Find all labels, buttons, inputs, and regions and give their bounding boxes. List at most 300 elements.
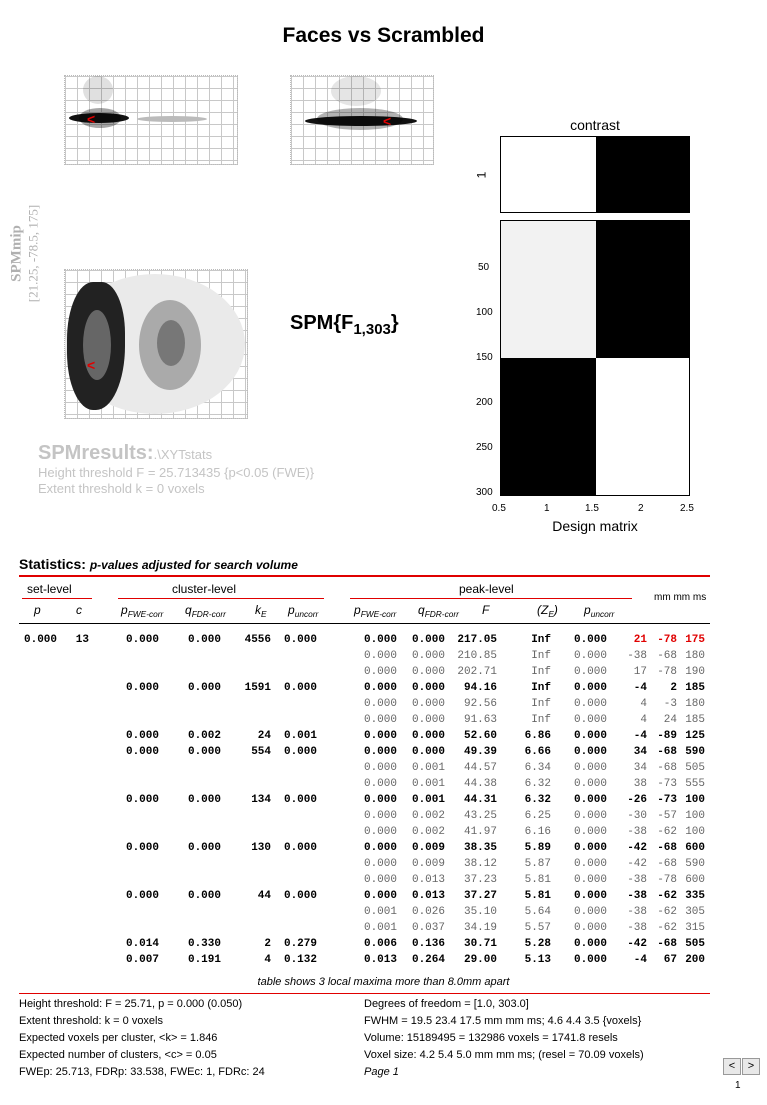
cell-c-pfwe: 0.000 [125,794,159,806]
design-xtick: 1.5 [585,503,599,514]
footer-exp-voxels: Expected voxels per cluster, <k> = 1.846 [19,1032,218,1044]
cell-set-p [24,776,64,792]
cell-set-c [64,760,89,776]
cell-ze: 5.28 [524,938,551,950]
cell-set-c [64,904,89,920]
cell-p-punc: 0.000 [573,666,607,678]
cell-f: 29.00 [463,954,497,966]
footer-fwe: FWEp: 25.713, FDRp: 33.538, FWEc: 1, FDRc: 24 [19,1066,265,1078]
cell-f: 44.38 [463,778,497,790]
col-c-punc-sub: uncorr [294,609,319,619]
cell-set-c [64,808,89,824]
cell-p-punc: 0.000 [573,906,607,918]
cell-set-p [24,680,64,696]
cell-c-punc [271,776,317,792]
cell-f: 38.35 [463,842,497,854]
cell-c-pfwe [89,712,159,728]
cell-c-pfwe [89,904,159,920]
cell-p-qfdr: 0.000 [411,714,445,726]
stats-top-rule [19,575,710,577]
figure-title: Faces vs Scrambled [282,24,485,47]
footer-voxel-size: Voxel size: 4.2 5.4 5.0 mm mm ms; (resel = 70.09 voxels) [364,1049,644,1061]
mip-coronal[interactable] [290,75,434,165]
cell-c-pfwe [89,872,159,888]
cell-c-ke [221,872,271,888]
cell-set-c [64,840,89,856]
stats-title [19,556,298,572]
cell-set-p [24,648,64,664]
cell-p-qfdr: 0.000 [411,634,445,646]
cell-c-punc [271,824,317,840]
cell-p-qfdr: 0.013 [411,890,445,902]
cell-c-ke: 1591 [244,682,271,694]
table-row[interactable] [24,824,705,840]
cell-z: 125 [685,730,705,742]
cell-c-qfdr [159,712,221,728]
prev-page-button[interactable]: < [723,1058,741,1075]
cell-set-p [24,936,64,952]
cell-set-p [24,856,64,872]
cell-c-punc [271,904,317,920]
cell-p-pfwe: 0.000 [363,650,397,662]
cell-set-p [24,664,64,680]
cell-set-c [64,824,89,840]
cell-c-punc: 0.000 [283,842,317,854]
cell-c-pfwe [89,808,159,824]
cell-z: 505 [685,938,705,950]
cell-set-p [24,872,64,888]
cell-p-qfdr: 0.136 [411,938,445,950]
cell-p-punc: 0.000 [573,634,607,646]
design-xtick: 2.5 [680,503,694,514]
footer-volume: Volume: 15189495 = 132986 voxels = 1741.8 resels [364,1032,618,1044]
cell-f: 91.63 [463,714,497,726]
header-mm: mm mm ms [654,592,707,603]
spm-results-info [38,442,314,497]
cell-f: 38.12 [463,858,497,870]
cell-c-ke: 134 [251,794,271,806]
table-row[interactable] [24,648,705,664]
cell-c-punc: 0.132 [283,954,317,966]
col-c-qfdr-main: q [185,603,192,617]
cell-set-p: 0.000 [24,634,58,646]
table-row[interactable] [24,712,705,728]
cell-z: 190 [685,666,705,678]
table-row[interactable] [24,792,705,808]
cell-c-ke: 24 [257,730,271,742]
cell-z: 185 [685,682,705,694]
cell-p-pfwe: 0.000 [363,810,397,822]
cell-c-pfwe [89,856,159,872]
col-c-pfwe-main: p [121,603,128,617]
design-ytick: 100 [476,307,493,318]
table-row[interactable] [24,936,705,952]
cell-c-pfwe [89,696,159,712]
cell-c-pfwe [89,920,159,936]
cell-x: -38 [627,890,647,902]
mip-cursor: < [383,113,392,129]
cell-c-qfdr: 0.000 [187,634,221,646]
cell-f: 210.85 [457,650,497,662]
cell-c-punc: 0.000 [283,746,317,758]
cell-p-punc: 0.000 [573,954,607,966]
cell-z: 555 [685,778,705,790]
cell-set-c [64,680,89,696]
cell-c-pfwe [89,664,159,680]
cell-p-pfwe: 0.000 [363,794,397,806]
cell-set-p [24,712,64,728]
cell-p-pfwe: 0.000 [363,842,397,854]
cell-set-c [64,792,89,808]
cell-c-ke [221,904,271,920]
cell-ze: Inf [531,634,551,646]
cell-set-c [64,776,89,792]
cell-c-pfwe: 0.014 [125,938,159,950]
cell-set-p [24,952,64,968]
table-row[interactable] [24,872,705,888]
cell-p-qfdr: 0.000 [411,746,445,758]
cell-ze: Inf [531,682,551,694]
cell-set-c [64,696,89,712]
table-row[interactable] [24,680,705,696]
footer-fwhm: FWHM = 19.5 23.4 17.5 mm mm ms; 4.6 4.4 3.5 {voxels} [364,1015,642,1027]
table-row[interactable] [24,904,705,920]
cell-z: 185 [685,714,705,726]
cell-z: 100 [685,826,705,838]
cell-p-punc: 0.000 [573,810,607,822]
cell-x: 4 [640,714,647,726]
cell-f: 30.71 [463,938,497,950]
table-row[interactable] [24,888,705,904]
cell-p-pfwe: 0.000 [363,730,397,742]
col-set-p: p [34,603,41,617]
cell-c-punc [271,648,317,664]
contrast-title: contrast [570,117,620,133]
col-p-punc-main: p [584,603,591,617]
cell-y: 2 [670,682,677,694]
design-xlabel: Design matrix [552,518,638,534]
cell-z: 600 [685,874,705,886]
cell-c-ke [221,856,271,872]
table-row[interactable] [24,808,705,824]
cell-x: -30 [627,810,647,822]
cell-c-ke: 130 [251,842,271,854]
results-height-threshold: Height threshold F = 25.713435 {p<0.05 (FWE)} [38,465,315,480]
cell-p-pfwe: 0.000 [363,890,397,902]
cell-c-qfdr: 0.191 [187,954,221,966]
col-ze [537,603,558,619]
cell-x: 17 [633,666,647,678]
cell-x: 34 [633,746,647,758]
cell-z: 305 [685,906,705,918]
cell-c-pfwe: 0.000 [125,890,159,902]
mip-cursor: < [87,111,96,127]
cell-set-p [24,824,64,840]
cell-c-ke [221,776,271,792]
cell-ze: 5.57 [524,922,551,934]
cell-ze: Inf [531,698,551,710]
cell-ze: 6.34 [524,762,551,774]
cell-y: -68 [657,842,677,854]
cell-ze: 5.89 [524,842,551,854]
table-row[interactable] [24,632,705,648]
col-c-punc-main: p [288,603,295,617]
footer-rule [19,993,710,994]
cell-c-ke: 44 [257,890,271,902]
cell-c-qfdr: 0.002 [187,730,221,742]
cell-p-qfdr: 0.037 [411,922,445,934]
col-p-pfwe [354,603,396,619]
cell-y: -78 [657,666,677,678]
cell-p-pfwe: 0.000 [363,682,397,694]
cell-z: 335 [685,890,705,902]
cell-c-pfwe: 0.000 [125,682,159,694]
cell-c-punc [271,712,317,728]
cell-set-p [24,840,64,856]
header-peak-level: peak-level [459,582,514,596]
cell-p-qfdr: 0.001 [411,794,445,806]
col-ze-sub: E [548,609,554,619]
header-cluster-level: cluster-level [172,582,237,596]
col-p-qfdr-sub: FDR-corr [424,609,459,619]
table-row[interactable] [24,920,705,936]
col-ke-main: k [255,603,261,617]
cell-f: 94.16 [463,682,497,694]
col-p-pfwe-sub: FWE-corr [360,609,397,619]
cell-c-qfdr: 0.330 [187,938,221,950]
cell-c-punc: 0.000 [283,682,317,694]
cell-z: 505 [685,762,705,774]
cell-z: 600 [685,842,705,854]
cell-p-pfwe: 0.006 [363,938,397,950]
cell-p-qfdr: 0.009 [411,842,445,854]
footer-left [19,996,265,1081]
cell-p-qfdr: 0.026 [411,906,445,918]
cell-p-qfdr: 0.001 [411,778,445,790]
mip-cursor: < [87,357,96,373]
table-row[interactable] [24,760,705,776]
cell-p-punc: 0.000 [573,698,607,710]
table-row[interactable] [24,664,705,680]
spm-mip-title: SPMmip [8,225,25,282]
cell-p-punc: 0.000 [573,746,607,758]
cell-p-pfwe: 0.000 [363,714,397,726]
cell-f: 217.05 [457,634,497,646]
table-row[interactable] [24,840,705,856]
col-p-pfwe-main: p [354,603,361,617]
col-ke [255,603,267,619]
cell-p-pfwe: 0.001 [363,906,397,918]
cell-f: 92.56 [463,698,497,710]
cell-y: -73 [657,778,677,790]
cell-ze: 6.32 [524,778,551,790]
cell-c-qfdr [159,904,221,920]
col-f: F [482,603,490,617]
cell-set-c [64,856,89,872]
cell-f: 34.19 [463,922,497,934]
cell-set-p [24,744,64,760]
table-row[interactable] [24,744,705,760]
cell-x: -42 [627,858,647,870]
cell-p-punc: 0.000 [573,730,607,742]
page-number: 1 [735,1080,741,1091]
cell-c-ke [221,648,271,664]
cell-ze: 6.66 [524,746,551,758]
cell-z: 100 [685,794,705,806]
cell-y: -62 [657,890,677,902]
cell-y: -62 [657,906,677,918]
cell-y: -68 [657,746,677,758]
cell-p-pfwe: 0.000 [363,874,397,886]
cell-ze: 5.81 [524,874,551,886]
cell-set-p [24,808,64,824]
cell-x: -4 [633,730,647,742]
table-row[interactable] [24,696,705,712]
cell-c-ke [221,808,271,824]
col-set-c: c [76,603,82,617]
cell-c-ke [221,696,271,712]
cell-f: 49.39 [463,746,497,758]
cell-c-ke: 4556 [244,634,271,646]
table-row[interactable] [24,952,705,968]
cell-p-qfdr: 0.000 [411,666,445,678]
cell-z: 315 [685,922,705,934]
cell-c-pfwe [89,648,159,664]
cell-set-c [64,744,89,760]
cell-p-qfdr: 0.009 [411,858,445,870]
cell-p-qfdr: 0.001 [411,762,445,774]
mip-sagittal[interactable] [64,75,238,165]
table-row[interactable] [24,856,705,872]
cell-f: 44.57 [463,762,497,774]
cell-p-pfwe: 0.000 [363,826,397,838]
design-xtick: 0.5 [492,503,506,514]
cell-set-c [64,712,89,728]
cell-x: -38 [627,922,647,934]
cell-x: -26 [627,794,647,806]
cell-y: -57 [657,810,677,822]
cell-set-c [64,664,89,680]
cell-f: 35.10 [463,906,497,918]
cell-x: 4 [640,698,647,710]
cell-y: -62 [657,826,677,838]
cell-z: 590 [685,858,705,870]
cell-c-qfdr: 0.000 [187,842,221,854]
cell-p-pfwe: 0.013 [363,954,397,966]
cell-p-qfdr: 0.000 [411,682,445,694]
cell-c-pfwe: 0.000 [125,634,159,646]
cell-p-pfwe: 0.000 [363,634,397,646]
cell-set-c [64,872,89,888]
cell-c-qfdr [159,856,221,872]
cell-p-punc: 0.000 [573,842,607,854]
mip-axial[interactable] [64,269,248,419]
cell-f: 37.27 [463,890,497,902]
results-table [24,632,705,968]
cell-y: -89 [657,730,677,742]
col-ke-sub: E [261,609,267,619]
cell-z: 180 [685,698,705,710]
cell-set-c [64,648,89,664]
col-ze-end: ) [553,603,558,617]
spm-stat-df: 1,303 [353,321,391,338]
cell-c-pfwe: 0.000 [125,746,159,758]
contrast-plot[interactable] [500,136,690,213]
cell-y: 24 [663,714,677,726]
cell-c-punc [271,872,317,888]
cell-c-ke [221,920,271,936]
cell-p-punc: 0.000 [573,826,607,838]
cell-c-qfdr [159,760,221,776]
spm-stat-prefix: SPM{F [290,312,354,334]
cell-y: -3 [663,698,677,710]
cell-p-qfdr: 0.264 [411,954,445,966]
cell-p-punc: 0.000 [573,938,607,950]
cell-ze: 6.32 [524,794,551,806]
design-matrix[interactable] [500,220,690,496]
footer-extent: Extent threshold: k = 0 voxels [19,1015,163,1027]
cell-set-c [64,920,89,936]
cell-c-qfdr [159,872,221,888]
cell-set-p [24,760,64,776]
cell-p-pfwe: 0.001 [363,922,397,934]
cell-f: 43.25 [463,810,497,822]
cell-ze: 6.16 [524,826,551,838]
results-dir: .\XYTstats [153,447,213,462]
cell-c-punc [271,808,317,824]
cell-c-pfwe: 0.000 [125,842,159,854]
table-row[interactable] [24,776,705,792]
design-ytick: 250 [476,442,493,453]
cell-f: 37.23 [463,874,497,886]
cell-p-punc: 0.000 [573,650,607,662]
cell-x: -42 [627,842,647,854]
col-p-qfdr-main: q [418,603,425,617]
header-set-level: set-level [27,582,72,596]
cell-c-pfwe [89,776,159,792]
contrast-tick: 1 [474,171,489,179]
cell-x: 21 [633,634,647,646]
cell-y: -73 [657,794,677,806]
cell-ze: 5.81 [524,890,551,902]
cell-c-qfdr [159,824,221,840]
cell-c-qfdr [159,920,221,936]
cell-x: 34 [633,762,647,774]
cell-p-pfwe: 0.000 [363,746,397,758]
col-p-punc [584,603,614,619]
results-extent-threshold: Extent threshold k = 0 voxels [38,481,205,496]
footer-height: Height threshold: F = 25.71, p = 0.000 (0.050) [19,998,243,1010]
cell-p-pfwe: 0.000 [363,762,397,774]
cell-ze: 6.25 [524,810,551,822]
table-row[interactable] [24,728,705,744]
cell-c-punc [271,664,317,680]
cell-c-pfwe: 0.007 [125,954,159,966]
next-page-button[interactable]: > [742,1058,760,1075]
design-ytick: 200 [476,397,493,408]
design-ytick: 300 [476,487,493,498]
footer-right [364,996,644,1081]
cell-c-qfdr [159,664,221,680]
design-ytick: 50 [478,262,490,273]
cell-x: -38 [627,874,647,886]
cell-z: 200 [685,954,705,966]
results-label: SPMresults: [38,442,154,464]
col-c-qfdr-sub: FDR-corr [191,609,226,619]
cell-p-qfdr: 0.000 [411,698,445,710]
cell-p-pfwe: 0.000 [363,666,397,678]
cell-y: -68 [657,858,677,870]
